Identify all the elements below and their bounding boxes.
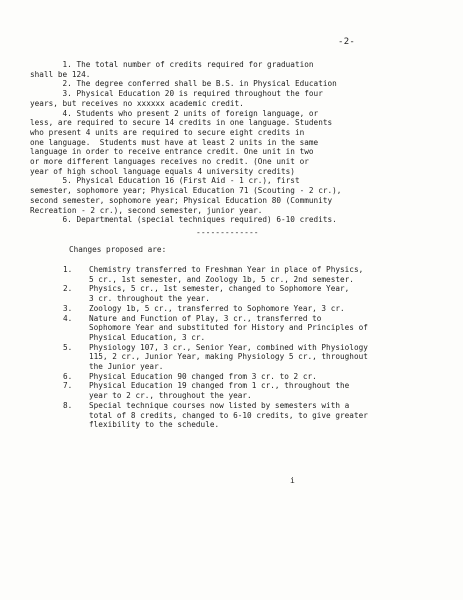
requirement-line: or more different languages receives no credit. (One unit or [30, 157, 309, 167]
change-item-line: the Junior year. [89, 362, 164, 372]
requirement-line: 5. Physical Education 16 (First Aid - 1 cr.), first [30, 176, 300, 186]
change-item-number: 2. [63, 284, 73, 294]
change-item-line: Physical Education, 3 cr. [89, 332, 206, 342]
change-item-number: 6. [63, 371, 73, 381]
change-item [63, 372, 443, 382]
change-item-line: Zoology 1b, 5 cr., transferred to Sophomore Year, 3 cr. [89, 303, 345, 313]
requirement-line: 6. Departmental (special techniques required) 6-10 credits. [30, 215, 337, 225]
change-item [63, 314, 443, 343]
change-item-line: 115, 2 cr., Junior Year, making Physiology 5 cr., throughout [89, 352, 368, 362]
requirement-line: less, are required to secure 14 credits in one language. Students [30, 118, 333, 128]
requirement-line: years, but receives no xxxxxx academic credit. [30, 98, 244, 108]
change-item-line: Physics, 5 cr., 1st semester, changed to Sophomore Year, [89, 284, 350, 294]
change-item-line: year to 2 cr., throughout the year. [89, 391, 252, 401]
change-item-text [89, 304, 443, 314]
change-item-line: Physical Education 90 changed from 3 cr. to 2 cr. [89, 371, 317, 381]
change-item [63, 381, 443, 400]
change-item-line: Sophomore Year and substituted for History and Principles of [89, 323, 368, 333]
change-item-text [89, 372, 443, 382]
requirement-line: shall be 124. [30, 69, 91, 79]
change-item-text [89, 401, 443, 430]
change-item-text [89, 265, 443, 284]
requirements-section [30, 60, 440, 225]
requirement-line: Recreation - 2 cr.), second semester, junior year. [30, 205, 263, 215]
change-item-text [89, 314, 443, 343]
page-number: -2- [338, 37, 356, 47]
change-item [63, 401, 443, 430]
change-item-line: Special technique courses now listed by semesters with a [89, 400, 350, 410]
change-item-number: 1. [63, 265, 73, 274]
requirement-line: one language. Students must have at least 2 units in the same [30, 137, 319, 147]
change-item-line: 3 cr. throughout the year. [89, 294, 210, 304]
change-item-text [89, 343, 443, 372]
change-item-number: 3. [63, 303, 73, 313]
requirement-line: 4. Students who present 2 units of foreign language, or [30, 108, 319, 118]
requirement-line: 1. The total number of credits required for graduation [30, 60, 314, 69]
requirement-line: 3. Physical Education 20 is required throughout the four [30, 89, 323, 99]
changes-list [63, 265, 443, 430]
requirement-line: 2. The degree conferred shall be B.S. in Physical Education [30, 79, 337, 89]
changes-heading: Changes proposed are: [69, 245, 167, 254]
footer-mark: i [290, 476, 295, 485]
change-item-line: flexibility to the schedule. [89, 420, 220, 430]
requirement-line: language in order to receive entrance credit. One unit in two [30, 147, 314, 157]
change-item-text [89, 381, 443, 400]
change-item-line: Chemistry transferred to Freshman Year in place of Physics, [89, 265, 364, 274]
change-item-number: 7. [63, 381, 73, 391]
change-item-number: 5. [63, 342, 73, 352]
change-item [63, 343, 443, 372]
change-item-line: total of 8 credits, changed to 6-10 credits, to give greater [89, 410, 368, 420]
requirement-line: semester, sophomore year; Physical Education 71 (Scouting - 2 cr.), [30, 186, 342, 196]
change-item [63, 304, 443, 314]
change-item-number: 8. [63, 400, 73, 410]
section-divider: ------------- [196, 228, 259, 237]
requirement-line: second semester, sophomore year; Physical Education 80 (Community [30, 195, 333, 205]
requirement-line: who present 4 units are required to secure eight credits in [30, 127, 305, 137]
change-item [63, 284, 443, 303]
change-item-line: 5 cr., 1st semester, and Zoology 1b, 5 cr., 2nd semester. [89, 274, 354, 284]
change-item [63, 265, 443, 284]
change-item-text [89, 284, 443, 303]
change-item-line: Physiology 107, 3 cr., Senior Year, combined with Physiology [89, 342, 368, 352]
change-item-number: 4. [63, 313, 73, 323]
change-item-line: Nature and Function of Play, 3 cr., transferred to [89, 313, 322, 323]
change-item-line: Physical Education 19 changed from 1 cr., throughout the [89, 381, 350, 391]
requirement-line: year of high school language equals 4 university credits) [30, 166, 295, 176]
